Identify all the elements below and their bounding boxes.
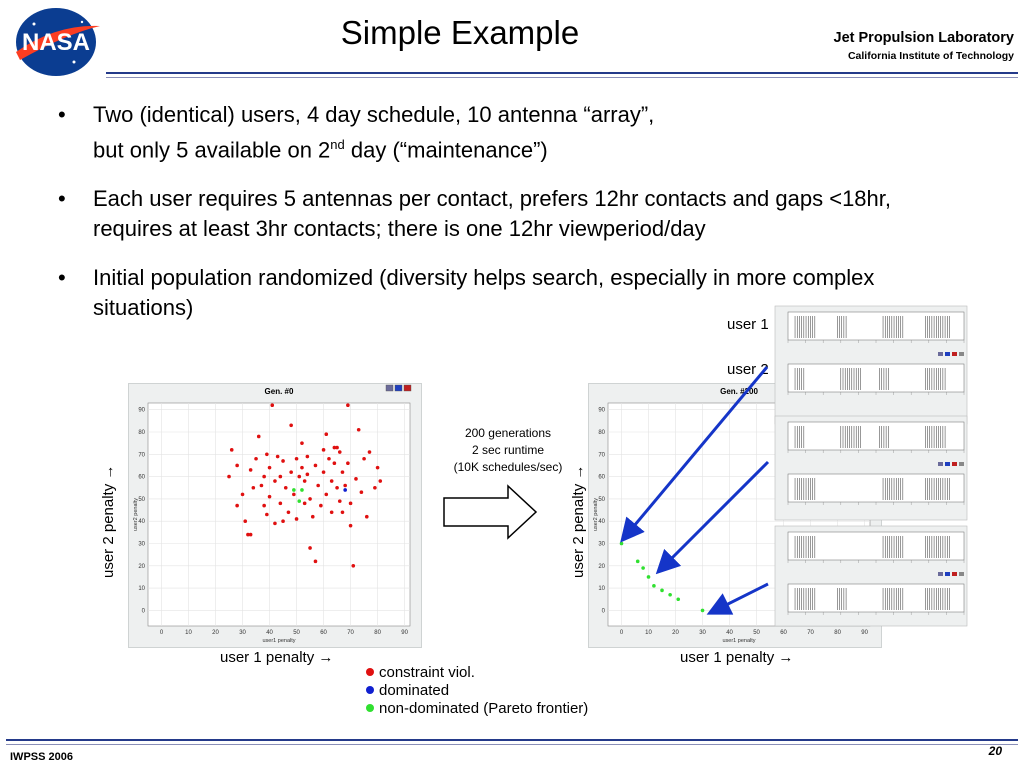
legend [366,664,588,718]
user2-label: user 2 [727,361,769,378]
y-tick-label: 20 [598,563,605,570]
y-tick-label: 0 [601,608,605,615]
legend-item [366,682,588,700]
x-tick-label: 50 [293,630,300,636]
org-name: Jet Propulsion Laboratory [833,30,1014,46]
bullet-text: but only 5 available on 2 [93,137,331,163]
y-tick-label: 80 [598,429,605,436]
x-tick-label: 70 [807,630,814,636]
y-tick-label: 80 [138,429,145,436]
bullet-text: day (“maintenance”) [344,137,548,163]
y-tick-label: 60 [598,474,605,481]
blue-dot-icon [366,686,374,694]
y-axis-label-left: user 2 penalty → [100,464,117,578]
bullet-text: Each user requires 5 antennas per contact, prefers 12hr contacts and gaps <18hr, requires at least 3hr contacts; there is one 12hr viewperiod/day [93,186,891,242]
y-axis-title: user2 penalty [593,497,599,532]
y-tick-label: 90 [598,407,605,414]
y-axis-title: user2 penalty [133,497,139,532]
x-tick-label: 80 [374,630,381,636]
x-tick-label: 30 [239,630,246,636]
page-number: 20 [988,744,1002,758]
y-tick-label: 40 [138,519,145,526]
nasa-logo-text: NASA [21,29,91,56]
x-axis-label-right: user 1 penalty → [680,649,794,666]
y-tick-label: 30 [138,541,145,548]
y-tick-label: 60 [138,474,145,481]
caption-line: (10K schedules/sec) [453,460,563,474]
y-tick-label: 20 [138,563,145,570]
x-tick-label: 60 [320,630,327,636]
superscript: nd [330,137,345,152]
x-tick-label: 40 [266,630,273,636]
x-tick-label: 10 [645,630,652,636]
suborg-name: California Institute of Technology [847,50,1014,62]
x-tick-label: 70 [347,630,354,636]
arrow-icon [624,367,767,538]
legend-label: dominated [379,682,450,699]
x-tick-label: 90 [861,630,868,636]
bullet-text: Initial population randomized (diversity helps search, especially in more complex situations) [93,265,875,321]
footer-divider [6,739,1018,741]
y-tick-label: 90 [138,407,145,414]
x-tick-label: 0 [619,630,624,636]
y-tick-label: 10 [598,586,605,593]
footer-label: IWPSS 2006 [10,751,73,763]
x-tick-label: 20 [672,630,679,636]
y-tick-label: 70 [138,452,145,459]
user1-label: user 1 [727,316,769,333]
legend-item [366,700,588,718]
x-tick-label: 40 [726,630,733,636]
arrow-icon [660,462,768,570]
caption-line: 200 generations [464,426,552,440]
x-axis-title: user1 penalty [722,638,756,644]
green-dot-icon [366,704,374,712]
y-tick-label: 70 [598,452,605,459]
caption-line: 2 sec runtime [471,443,545,457]
y-tick-label: 50 [138,496,145,503]
x-tick-label: 50 [753,630,760,636]
y-tick-label: 50 [598,496,605,503]
footer-divider-thin [6,744,1018,745]
y-tick-label: 30 [598,541,605,548]
x-tick-label: 90 [401,630,408,636]
x-tick-label: 10 [185,630,192,636]
y-tick-label: 10 [138,586,145,593]
x-tick-label: 20 [212,630,219,636]
x-axis-title: user1 penalty [262,638,296,644]
legend-label: non-dominated (Pareto frontier) [379,700,589,717]
legend-item [366,664,588,682]
plot-title: Gen. #0 [264,387,294,396]
y-axis-label-right: user 2 penalty → [570,464,587,578]
plot-title: Gen. #200 [720,387,758,396]
arrow-icon [712,584,768,612]
x-tick-label: 80 [834,630,841,636]
x-tick-label: 0 [159,630,164,636]
red-dot-icon [366,668,374,676]
x-axis-label-left: user 1 penalty → [220,649,334,666]
y-tick-label: 0 [141,608,145,615]
x-tick-label: 30 [699,630,706,636]
x-tick-label: 60 [780,630,787,636]
page-title: Simple Example [340,14,580,51]
y-tick-label: 40 [598,519,605,526]
legend-label: constraint viol. [379,664,475,681]
bullet-text: Two (identical) users, 4 day schedule, 10 antenna “array”, [93,102,655,127]
